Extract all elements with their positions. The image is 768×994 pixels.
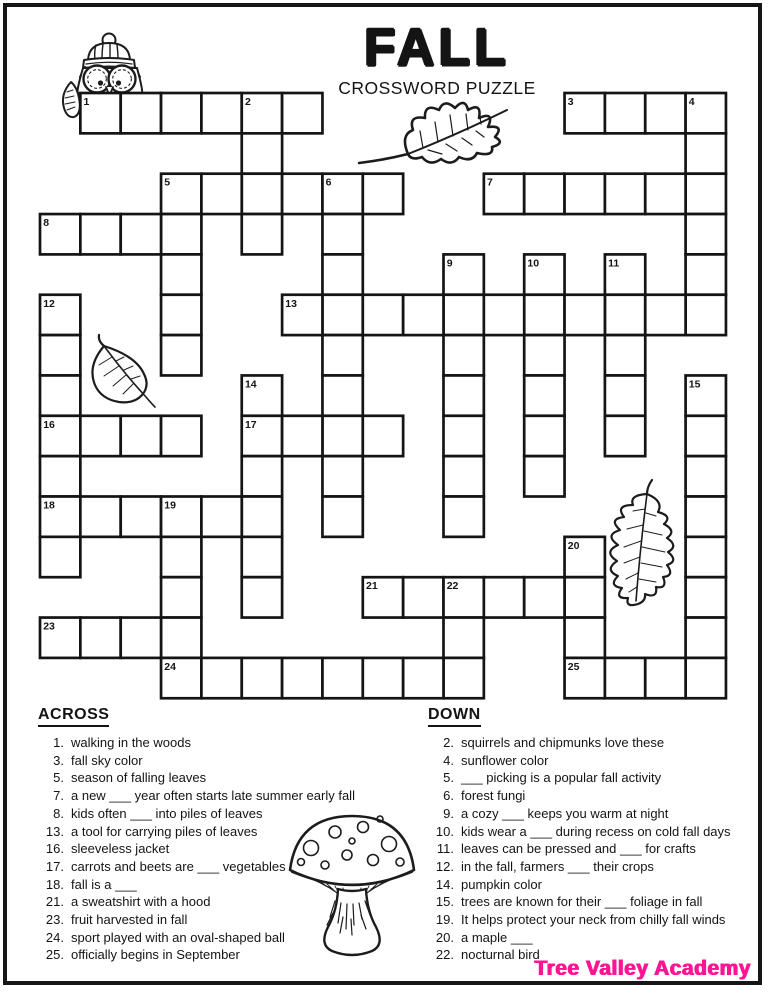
grid-cell	[363, 416, 403, 456]
grid-cell	[484, 577, 524, 617]
clue-text: a new ___ year often starts late summer early fall	[71, 788, 355, 804]
cell-number: 4	[688, 96, 695, 108]
grid-cell	[444, 335, 484, 375]
clue-item	[428, 734, 762, 752]
grid-cell	[282, 93, 322, 133]
grid-cell	[201, 497, 241, 537]
clue-number: 18.	[45, 876, 64, 892]
grid-cell	[444, 456, 484, 496]
grid-cell	[242, 537, 282, 577]
grid-cell	[524, 375, 564, 415]
grid-cell	[444, 295, 484, 335]
clue-text: squirrels and chipmunks love these	[461, 735, 665, 750]
cell-number: 6	[325, 176, 332, 189]
grid-cell	[161, 416, 201, 456]
cell-number: 18	[43, 499, 55, 512]
grid-cell	[242, 456, 282, 496]
clue-text: sleeveless jacket	[71, 841, 170, 857]
clue-number: 3.	[53, 752, 64, 768]
grid-cell	[161, 214, 201, 254]
clue-text: sport played with an oval-shaped ball	[71, 929, 285, 945]
grid-cell	[121, 416, 161, 456]
clue-number: 13.	[45, 823, 64, 839]
clue-text: in the fall, farmers ___ their crops	[461, 858, 654, 874]
grid-cell	[645, 295, 685, 335]
clue-text: fall is a ___	[71, 876, 137, 892]
clue-text: leaves can be pressed and ___ for crafts	[461, 841, 696, 857]
grid-cell	[524, 295, 564, 335]
grid-cell	[201, 174, 241, 214]
grid-cell	[403, 658, 443, 698]
grid-cell	[444, 497, 484, 537]
clue-text: sunflower color	[461, 752, 549, 768]
grid-cell	[161, 335, 201, 375]
cell-number: 9	[446, 257, 453, 270]
clue-text: kids often ___ into piles of leaves	[71, 805, 263, 821]
clue-number: 6.	[443, 788, 454, 804]
clue-text: walking in the woods	[71, 735, 191, 750]
grid-cell	[121, 93, 161, 133]
grid-cell	[686, 214, 726, 254]
grid-cell	[322, 295, 362, 335]
grid-cell	[645, 658, 685, 698]
clue-number: 21.	[45, 894, 64, 910]
down-clue-list	[428, 734, 762, 964]
grid-cell	[686, 497, 726, 537]
grid-cell	[524, 456, 564, 496]
clue-text: fruit harvested in fall	[71, 912, 188, 928]
clue-number: 2.	[443, 735, 454, 750]
grid-cell	[444, 416, 484, 456]
grid-cell	[80, 416, 120, 456]
clue-item	[38, 823, 433, 841]
clue-item	[428, 911, 762, 929]
grid-cell	[242, 174, 282, 214]
grid-cell	[242, 577, 282, 617]
clue-item	[38, 929, 433, 947]
grid-cell	[161, 577, 201, 617]
clue-item	[38, 752, 433, 770]
grid-cell	[444, 618, 484, 658]
clue-text: a cozy ___ keeps you warm at night	[461, 805, 669, 821]
grid-cell	[565, 295, 605, 335]
grid-cell	[524, 335, 564, 375]
down-heading: DOWN	[428, 706, 481, 727]
clue-item	[38, 946, 433, 964]
cell-number: 21	[366, 580, 378, 593]
grid-cell	[40, 335, 80, 375]
grid-cell	[363, 295, 403, 335]
grid-cell	[161, 254, 201, 294]
grid-cell	[645, 93, 685, 133]
clue-number: 7.	[53, 788, 64, 804]
grid-cell	[605, 174, 645, 214]
grid-cell	[484, 295, 524, 335]
clue-number: 8.	[53, 805, 64, 821]
grid-cell	[40, 456, 80, 496]
clue-number: 11.	[436, 841, 454, 857]
clue-item	[428, 893, 762, 911]
grid-cell	[282, 658, 322, 698]
cell-number: 16	[43, 418, 55, 431]
clue-number: 12.	[435, 858, 454, 874]
clue-number: 19.	[435, 912, 454, 928]
grid-cell	[403, 295, 443, 335]
grid-cell	[444, 658, 484, 698]
grid-cell	[322, 416, 362, 456]
clue-item	[38, 805, 433, 823]
grid-cell	[645, 174, 685, 214]
cell-number: 13	[285, 297, 297, 310]
clue-text: a sweatshirt with a hood	[71, 894, 211, 910]
grid-cell	[524, 577, 564, 617]
clue-number: 16.	[45, 841, 64, 857]
grid-cell	[605, 93, 645, 133]
grid-cell	[686, 133, 726, 173]
clue-number: 10.	[435, 823, 454, 839]
clue-item	[428, 876, 762, 894]
grid-cell	[403, 577, 443, 617]
across-heading: ACROSS	[38, 706, 109, 727]
clue-number: 25.	[45, 947, 64, 963]
clue-item	[428, 805, 762, 823]
grid-cell	[686, 658, 726, 698]
clue-item	[428, 858, 762, 876]
cell-number: 3	[567, 96, 574, 108]
grid-cell	[161, 618, 201, 658]
cell-number: 14	[244, 378, 257, 391]
clue-item	[428, 823, 762, 841]
clue-item	[38, 893, 433, 911]
grid-cell	[322, 335, 362, 375]
grid-cell	[161, 537, 201, 577]
clue-text: nocturnal bird	[461, 947, 540, 963]
grid-cell	[40, 537, 80, 577]
grid-cell	[322, 375, 362, 415]
grid-cell	[40, 375, 80, 415]
clue-text: carrots and beets are ___ vegetables	[71, 858, 286, 874]
clue-item	[38, 876, 433, 894]
grid-cell	[201, 93, 241, 133]
grid-cell	[605, 295, 645, 335]
cell-number: 10	[527, 257, 540, 270]
clue-number: 20.	[435, 929, 454, 945]
clue-item	[38, 858, 433, 876]
grid-cell	[282, 416, 322, 456]
grid-cell	[605, 335, 645, 375]
grid-cell	[686, 577, 726, 617]
clue-text: It helps protect your neck from chilly fall winds	[461, 912, 726, 928]
grid-cell	[686, 618, 726, 658]
grid-cell	[80, 618, 120, 658]
cell-number: 11	[608, 257, 620, 270]
cell-number: 25	[567, 660, 580, 673]
grid-cell	[686, 254, 726, 294]
grid-cell	[565, 577, 605, 617]
grid-cell	[282, 174, 322, 214]
clue-item	[428, 840, 762, 858]
cell-number: 23	[43, 620, 55, 633]
cell-number: 20	[567, 539, 580, 552]
grid-cell	[242, 658, 282, 698]
grid-cell	[686, 416, 726, 456]
grid-cell	[686, 456, 726, 496]
clue-number: 1.	[53, 735, 64, 750]
grid-cell	[686, 174, 726, 214]
clue-item	[38, 840, 433, 858]
grid-cell	[363, 174, 403, 214]
grid-cell	[322, 456, 362, 496]
clue-number: 17.	[45, 858, 64, 874]
grid-cell	[605, 375, 645, 415]
grid-cell	[121, 497, 161, 537]
grid-cell	[605, 416, 645, 456]
clue-text: season of falling leaves	[71, 770, 207, 786]
grid-cell	[605, 658, 645, 698]
clue-item	[428, 787, 762, 805]
cell-number: 17	[244, 418, 257, 431]
clue-item	[38, 734, 433, 752]
clue-text: forest fungi	[461, 788, 526, 804]
grid-cell	[322, 497, 362, 537]
cell-number: 19	[164, 499, 176, 512]
clue-text: kids wear a ___ during recess on cold fall days	[461, 823, 731, 839]
clue-item	[428, 929, 762, 947]
clue-number: 4.	[443, 752, 454, 768]
clue-number: 24.	[45, 929, 64, 945]
grid-cell	[121, 214, 161, 254]
cell-number: 8	[43, 217, 50, 230]
down-clues-section	[428, 706, 762, 964]
grid-cell	[201, 658, 241, 698]
clue-number: 5.	[443, 770, 454, 786]
across-clue-list	[38, 734, 433, 964]
clue-number: 5.	[53, 770, 64, 786]
grid-cell	[80, 497, 120, 537]
title-block	[338, 19, 536, 99]
page-title: FALL	[364, 19, 510, 77]
page-subtitle: CROSSWORD PUZZLE	[338, 78, 536, 98]
clue-number: 22.	[435, 947, 454, 963]
grid-cell	[686, 537, 726, 577]
grid-cell	[242, 214, 282, 254]
grid-cell	[121, 618, 161, 658]
clue-text: officially begins in September	[71, 947, 240, 963]
grid-cell	[524, 174, 564, 214]
grid-cell	[322, 254, 362, 294]
clue-item	[38, 787, 433, 805]
clue-text: a maple ___	[461, 929, 533, 945]
grid-cell	[444, 375, 484, 415]
cell-number: 24	[164, 660, 176, 673]
clue-text: pumpkin color	[461, 876, 542, 892]
clue-item	[38, 769, 433, 787]
cell-number: 2	[244, 96, 251, 108]
branding-text: Tree Valley Academy	[534, 957, 751, 980]
clue-text: fall sky color	[71, 752, 143, 768]
clue-number: 23.	[45, 912, 64, 928]
clue-text: a tool for carrying piles of leaves	[71, 823, 258, 839]
clue-item	[428, 752, 762, 770]
cell-number: 7	[487, 176, 493, 189]
grid-cell	[161, 93, 201, 133]
grid-cell	[322, 214, 362, 254]
clue-number: 9.	[443, 805, 454, 821]
clue-number: 15.	[435, 894, 454, 910]
clue-text: trees are known for their ___ foliage in fall	[461, 894, 703, 910]
grid-cell	[565, 618, 605, 658]
grid-cell	[524, 416, 564, 456]
cell-number: 22	[446, 580, 459, 593]
grid-cell	[161, 295, 201, 335]
clue-item	[428, 769, 762, 787]
clue-item	[38, 911, 433, 929]
grid-cell	[322, 658, 362, 698]
clue-number: 14.	[435, 876, 454, 892]
grid-cell	[80, 214, 120, 254]
grid-cell	[565, 174, 605, 214]
clue-text: ___ picking is a popular fall activity	[461, 770, 662, 786]
grid-cell	[242, 133, 282, 173]
across-clues-section	[38, 706, 433, 964]
grid-cell	[686, 295, 726, 335]
cell-number: 15	[688, 378, 701, 391]
cell-number: 12	[43, 297, 55, 310]
cell-number: 5	[164, 176, 171, 189]
grid-cell	[242, 497, 282, 537]
cell-number: 1	[83, 96, 90, 108]
grid-cell	[363, 658, 403, 698]
